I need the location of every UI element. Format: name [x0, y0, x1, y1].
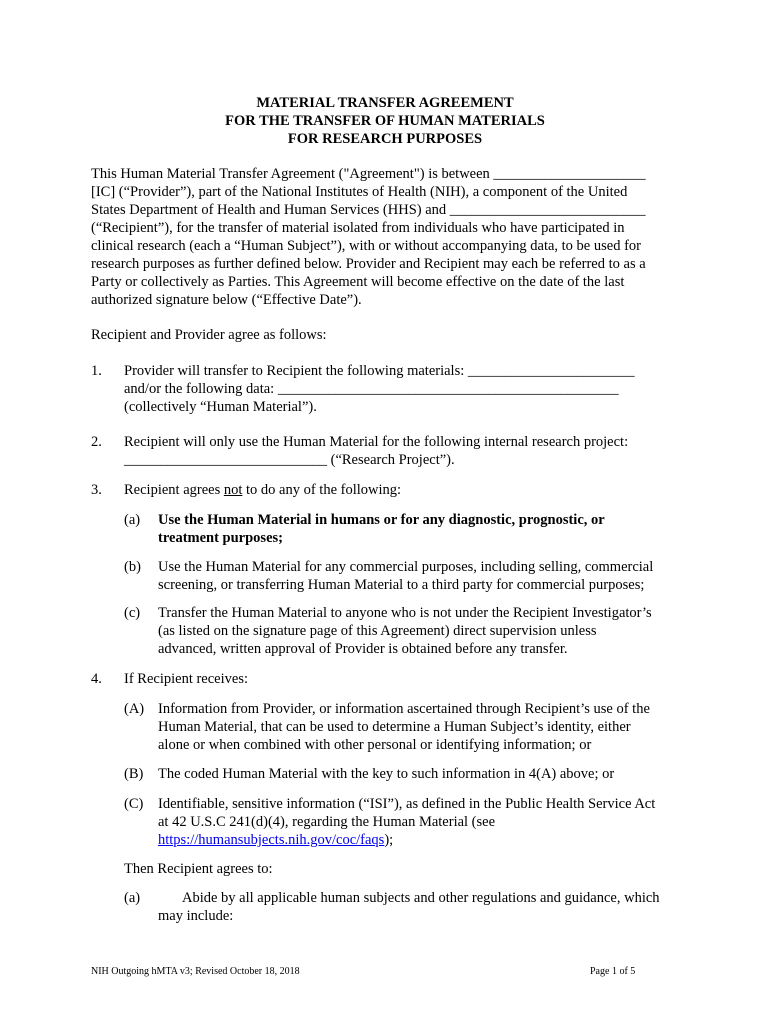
- item-3b-line: screening, or transferring Human Material to a third party for commercial purposes;: [158, 577, 645, 593]
- intro-line: This Human Material Transfer Agreement ("Agreement") is between _____________________: [91, 166, 646, 182]
- item-4A-label: (A): [124, 701, 145, 717]
- item-3b-text: [158, 558, 653, 594]
- intro-line: Party or collectively as Parties. This Agreement will become effective on the date of the last: [91, 274, 625, 290]
- intro-line: (“Recipient”), for the transfer of material isolated from individuals who have participated in: [91, 220, 625, 236]
- item-1-line: (collectively “Human Material”).: [124, 399, 317, 415]
- item-2-text: [124, 433, 628, 469]
- faq-link[interactable]: https://humansubjects.nih.gov/coc/faqs: [158, 832, 385, 848]
- item-3c-label: (c): [124, 605, 141, 621]
- item-4A-line: Information from Provider, or information ascertained through Recipient’s use of the: [158, 701, 650, 717]
- item-4C-link-after: );: [384, 832, 394, 848]
- intro-line: [IC] (“Provider”), part of the National Institutes of Health (NIH), a component of the United: [91, 184, 628, 200]
- item-4C-text: [158, 795, 655, 849]
- item-3c-text: [158, 604, 652, 658]
- item-1-line: Provider will transfer to Recipient the following materials: _______________________: [124, 363, 635, 379]
- item-4C-label: (C): [124, 796, 144, 812]
- item-3a-line: Use the Human Material in humans or for any diagnostic, prognostic, or: [158, 512, 605, 528]
- item-3-number: 3.: [91, 482, 102, 498]
- item-1-number: 1.: [91, 363, 102, 379]
- then-a-label: (a): [124, 890, 141, 906]
- item-3a-text: [158, 511, 605, 547]
- title-line-1: MATERIAL TRANSFER AGREEMENT: [256, 95, 514, 111]
- item-3-text-after: to do any of the following:: [242, 482, 402, 498]
- item-4B-line: The coded Human Material with the key to such information in 4(A) above; or: [158, 766, 615, 782]
- item-4-text: If Recipient receives:: [124, 671, 248, 687]
- intro-line: States Department of Health and Human Services (HHS) and ___________________________: [91, 202, 646, 218]
- then-a-text: [158, 889, 660, 925]
- intro-line: clinical research (each a “Human Subject”), with or without accompanying data, to be used for: [91, 238, 641, 254]
- item-3a-label: (a): [124, 512, 141, 528]
- footer-page-number: Page 1 of 5: [590, 966, 636, 977]
- item-4C-line: at 42 U.S.C 241(d)(4), regarding the Human Material (see: [158, 814, 496, 830]
- item-4A-line: alone or when combined with other personal or identifying information; or: [158, 737, 592, 753]
- item-4B-label: (B): [124, 766, 144, 782]
- item-1-line: and/or the following data: _______________________________________________: [124, 381, 619, 397]
- footer-version: NIH Outgoing hMTA v3; Revised October 18, 2018: [91, 966, 300, 977]
- item-3c-line: advanced, written approval of Provider is obtained before any transfer.: [158, 641, 568, 657]
- item-3b-label: (b): [124, 559, 141, 575]
- agree-line: Recipient and Provider agree as follows:: [91, 327, 327, 343]
- item-4B-text: [158, 765, 614, 783]
- then-a-line: may include:: [158, 908, 234, 924]
- title-line-2: FOR THE TRANSFER OF HUMAN MATERIALS: [225, 113, 545, 129]
- item-2-number: 2.: [91, 434, 102, 450]
- item-3c-line: Transfer the Human Material to anyone who is not under the Recipient Investigator’s: [158, 605, 652, 621]
- item-3b-line: Use the Human Material for any commercial purposes, including selling, commercial: [158, 559, 654, 575]
- document-title: [0, 94, 770, 148]
- then-agrees-line: Then Recipient agrees to:: [124, 861, 273, 877]
- then-a-line: Abide by all applicable human subjects and other regulations and guidance, which: [182, 890, 660, 906]
- item-2-line: ____________________________ (“Research Project”).: [124, 452, 455, 468]
- intro-line: authorized signature below (“Effective Date”).: [91, 292, 362, 308]
- item-3-text: [124, 481, 401, 499]
- item-4A-text: [158, 700, 650, 754]
- item-3-underlined-not: not: [223, 482, 243, 498]
- item-3-text-before: Recipient agrees: [124, 482, 224, 498]
- title-line-3: FOR RESEARCH PURPOSES: [287, 131, 483, 147]
- item-3c-line: (as listed on the signature page of this Agreement) direct supervision unless: [158, 623, 597, 639]
- intro-line: research purposes as further defined below. Provider and Recipient may each be referred to as a: [91, 256, 646, 272]
- intro-paragraph: [91, 165, 646, 309]
- item-1-text: [124, 362, 635, 416]
- item-4-number: 4.: [91, 671, 102, 687]
- item-3a-line: treatment purposes;: [158, 530, 283, 546]
- item-4C-line: Identifiable, sensitive information (“ISI”), as defined in the Public Health Service Act: [158, 796, 656, 812]
- item-2-line: Recipient will only use the Human Material for the following internal research project:: [124, 434, 629, 450]
- item-4A-line: Human Material, that can be used to determine a Human Subject’s identity, either: [158, 719, 631, 735]
